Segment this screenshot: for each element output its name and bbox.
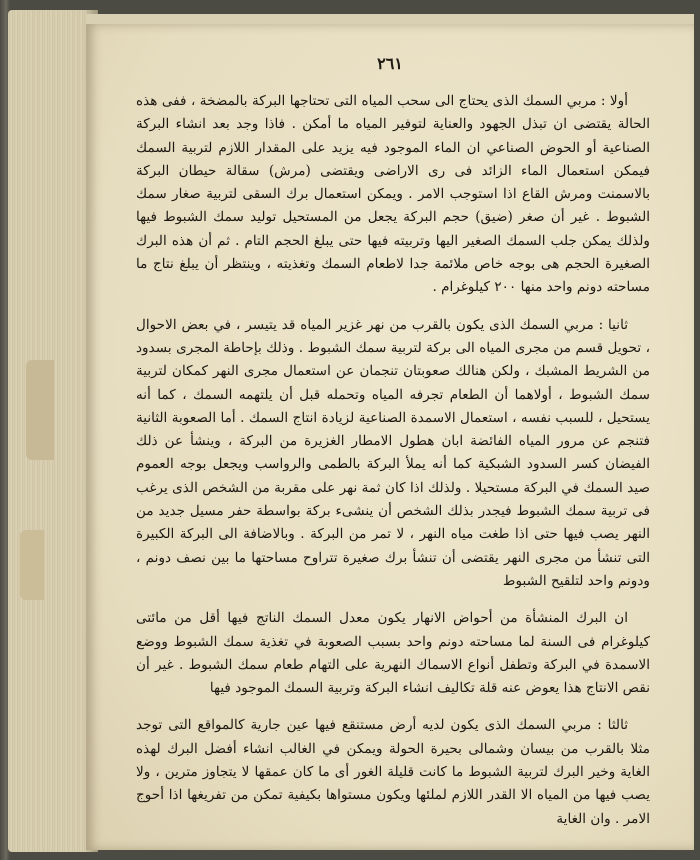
page-tab-lower (20, 530, 44, 600)
paragraph-4: ثالثا : مربي السمك الذى يكون لديه أرض مستنقع فيها عين جارية كالمواقع التى توجد مثلا بالقرب من بيسان وشمالى بحيرة الحولة ويمكن في الغالب انشاء أفضل البرك لهذه الغاية وخير البرك لتربية الشبوط ما كانت قليلة الغور أى ما كان عمقها لا يتجاوز مترين ، ولا يصب فيها من المياه الا القدر اللازم لملئها ويكون مستواها بكيفية تمكن من تفريغها اذا أحوج الامر . وان الغاية (136, 717, 650, 827)
page-tab (26, 360, 54, 460)
paragraph-2: ثانيا : مربي السمك الذى يكون بالقرب من نهر غزير المياه قد يتيسر ، في بعض الاحوال ، تحويل قسم من مجرى المياه الى بركة لتربية سمك الشبوط . وذلك بإحاطة المجرى بسدود من الشريط المشبك ، ولكن هنالك صعوبتان تنجمان عن استعمال مجرى النهر كمكان لتربية سمك الشبوط ، أولاهما أن الطعام تجرفه المياه وتحمله قبل أن يلتهمه السمك ، كما أنه يستحيل ، للسبب نفسه ، استعمال الاسمدة الصناعية لزيادة انتاج السمك . أما الصعوبة الثانية فتنجم عن مرور المياه الفائضة ابان هطول الامطار الغزيرة من البركة ، وينشأ عن ذلك الفيضان كسر السدود الشبكية كما أنه يملأ البركة بالطمى والرواسب ويجعل بوجه العموم صيد السمك في البركة مستحيلا . ولذلك اذا كان ثمة نهر على مقربة من الشخص الذى يرغب فى تربية سمك الشبوط فيجدر بذلك الشخص أن ينشىء بركة بواسطة حفر مسيل جديد من النهر يصب فيها حتى اذا طغت مياه النهر ، لا تمر من البركة . وبالاضافة الى البركة الكبيرة التى تنشأ من مجرى النهر يقتضى أن تنشأ برك صغيرة تتراوح مساحتها ما بين نصف دونم ، ودونم واحد لتلقيح الشبوط (136, 316, 650, 589)
paragraph-3: ان البرك المنشأة من أحواض الانهار يكون معدل السمك الناتج فيها أقل من مائتى كيلوغرام فى السنة لما مساحته دونم واحد بسبب الصعوبة في تغذية سمك الشبوط ووضع الاسمدة في البركة وتطفل أنواع الاسماك النهرية على التهام طعام سمك الشبوط . غير أن نقص الانتاج هذا يعوض عنه قلة تكاليف انشاء البركة وتربية السمك الموجود فيها (136, 610, 650, 697)
book-page (86, 24, 694, 850)
paragraph-1: أولا : مربي السمك الذى يحتاج الى سحب المياه التى تحتاجها البركة بالمضخة ، ففى هذه الحالة يقتضى ان تبذل الجهود والعناية لتوفير المياه ما أمكن . فاذا وجد بعد انشاء البركة الصناعية أو الحوض الصناعي ان الماء الموجود فيه يزيد على المقدار اللازم لتربية السمك فيمكن استعمال الماء الزائد فى رى الاراضى ويقتضى (مرش) سقالة حيطان البركة بالاسمنت ومرش القاع اذا استوجب الامر . ويمكن استعمال برك السقى لتربية صغار سمك الشبوط . غير أن صغر (ضيق) حجم البركة يجعل من المستحيل توليد سمك الشبوط فيها ولذلك يمكن جلب السمك الصغير اليها وتربيته فيها حتى يبلغ الحجم التام . ثم أن هذه البرك الصغيرة الحجم هى بوجه خاص ملائمة جدا لاطعام السمك وتغذيته ، وينتظر أن يبلغ نتاج ما مساحته دونم واحد منها ٢٠٠ كيلوغرام . (136, 93, 650, 296)
page-body (136, 90, 650, 845)
page-number: ٢٦١ (377, 54, 403, 73)
